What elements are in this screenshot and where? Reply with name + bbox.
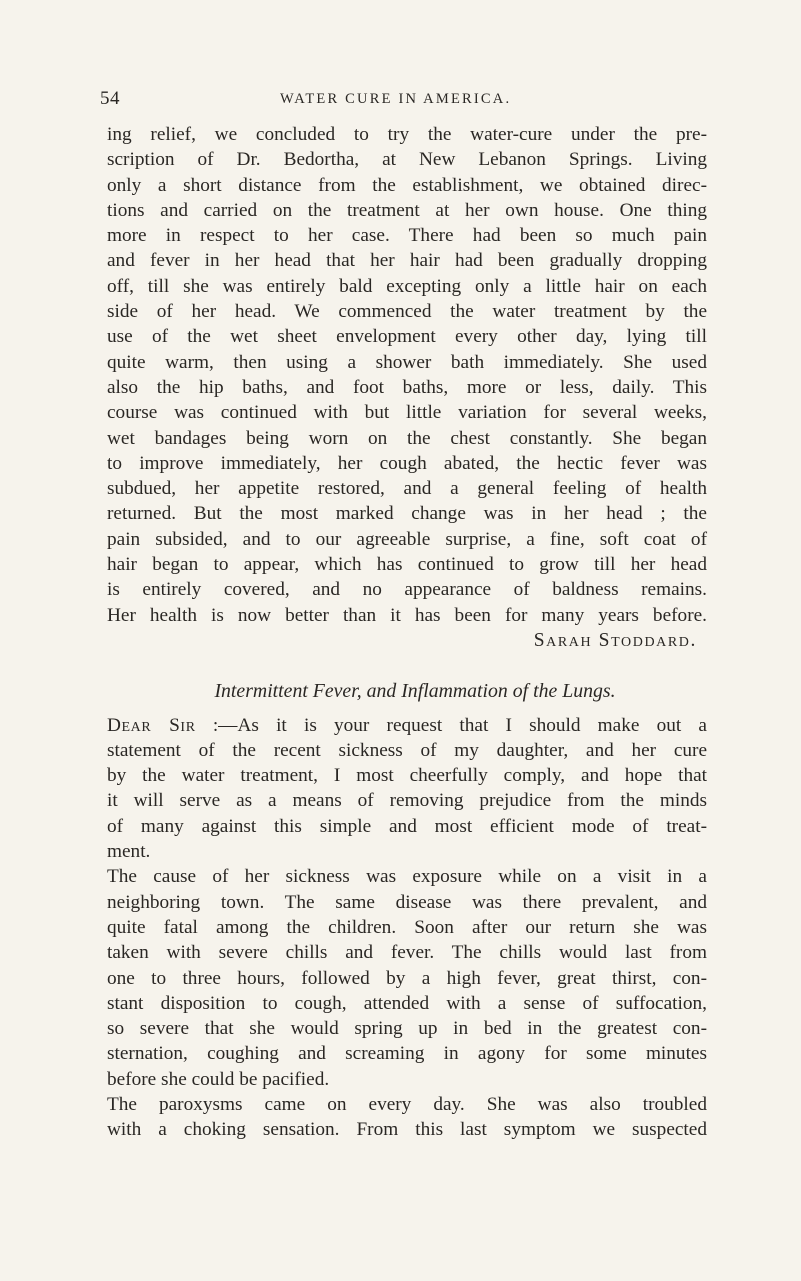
text-line: tions and carried on the treatment at her own house. One thing [107, 199, 707, 221]
text-line: and fever in her head that her hair had been gradually dropping [107, 250, 707, 272]
text-line: is entirely covered, and no appearance of baldness remains. [107, 579, 707, 601]
letter-one [107, 122, 707, 653]
text-line: of many against this simple and most efficient mode of treat- [107, 815, 707, 837]
text-line: before she could be pacified. [107, 1068, 330, 1090]
body-text [107, 122, 707, 1143]
text-line: quite warm, then using a shower bath immediately. She used [107, 351, 707, 373]
section-heading: Intermittent Fever, and Inflammation of the Lungs. [214, 680, 616, 703]
text-line: by the water treatment, I most cheerfully comply, and hope that [107, 765, 707, 787]
text-line: returned. But the most marked change was in her head ; the [107, 503, 707, 525]
text-line: ing relief, we concluded to try the water-cure under the pre- [107, 124, 707, 145]
text-line: scription of Dr. Bedortha, at New Lebanon Springs. Living [107, 149, 707, 171]
text-line: it will serve as a means of removing prejudice from the minds [107, 790, 707, 812]
text-line: off, till she was entirely bald excepting only a little hair on each [107, 275, 707, 297]
text-line: use of the wet sheet envelopment every other day, lying till [107, 326, 707, 348]
page-header [0, 88, 801, 112]
page-number: 54 [100, 88, 120, 109]
salutation: Dear Sir [107, 714, 196, 736]
text-line: to improve immediately, her cough abated, the hectic fever was [107, 452, 707, 474]
signature: Sarah Stoddard. [533, 629, 697, 651]
text-line: one to three hours, followed by a high fever, great thirst, con- [107, 967, 707, 989]
text-line: statement of the recent sickness of my daughter, and her cure [107, 739, 707, 761]
text-line: so severe that she would spring up in bed in the greatest con- [107, 1018, 707, 1040]
text-line: Her health is now better than it has been for many years before. [107, 604, 707, 626]
text-line: The paroxysms came on every day. She was also troubled [107, 1093, 707, 1115]
spacer [107, 653, 707, 679]
text-line: sternation, coughing and screaming in agony for some minutes [107, 1043, 707, 1065]
running-head: WATER CURE IN AMERICA. [280, 91, 512, 107]
salutation-line [107, 713, 707, 738]
text-line: pain subsided, and to our agreeable surprise, a fine, soft coat of [107, 528, 707, 550]
text-line: subdued, her appetite restored, and a general feeling of health [107, 478, 707, 500]
salutation-continuation: :—As it is your request that I should make out a [212, 714, 707, 736]
text-line: more in respect to her case. There had been so much pain [107, 225, 707, 247]
spacer [107, 705, 707, 713]
text-line: taken with severe chills and fever. The chills would last from [107, 942, 707, 964]
text-line: The cause of her sickness was exposure while on a visit in a [107, 866, 707, 888]
text-line: with a choking sensation. From this last symptom we suspected [107, 1119, 707, 1141]
text-line: quite fatal among the children. Soon after our return she was [107, 916, 707, 938]
text-line: course was continued with but little variation for several weeks, [107, 402, 707, 424]
text-line: ment. [107, 841, 151, 863]
text-line: only a short distance from the establishment, we obtained direc- [107, 174, 707, 196]
text-line: wet bandages being worn on the chest constantly. She began [107, 427, 707, 449]
text-line: stant disposition to cough, attended with a sense of suffocation, [107, 992, 707, 1014]
text-line: hair began to appear, which has continued to grow till her head [107, 554, 707, 576]
letter-two [107, 713, 707, 1143]
text-line: neighboring town. The same disease was there prevalent, and [107, 891, 707, 913]
text-line: side of her head. We commenced the water treatment by the [107, 301, 707, 323]
text-line: also the hip baths, and foot baths, more or less, daily. This [107, 376, 707, 398]
